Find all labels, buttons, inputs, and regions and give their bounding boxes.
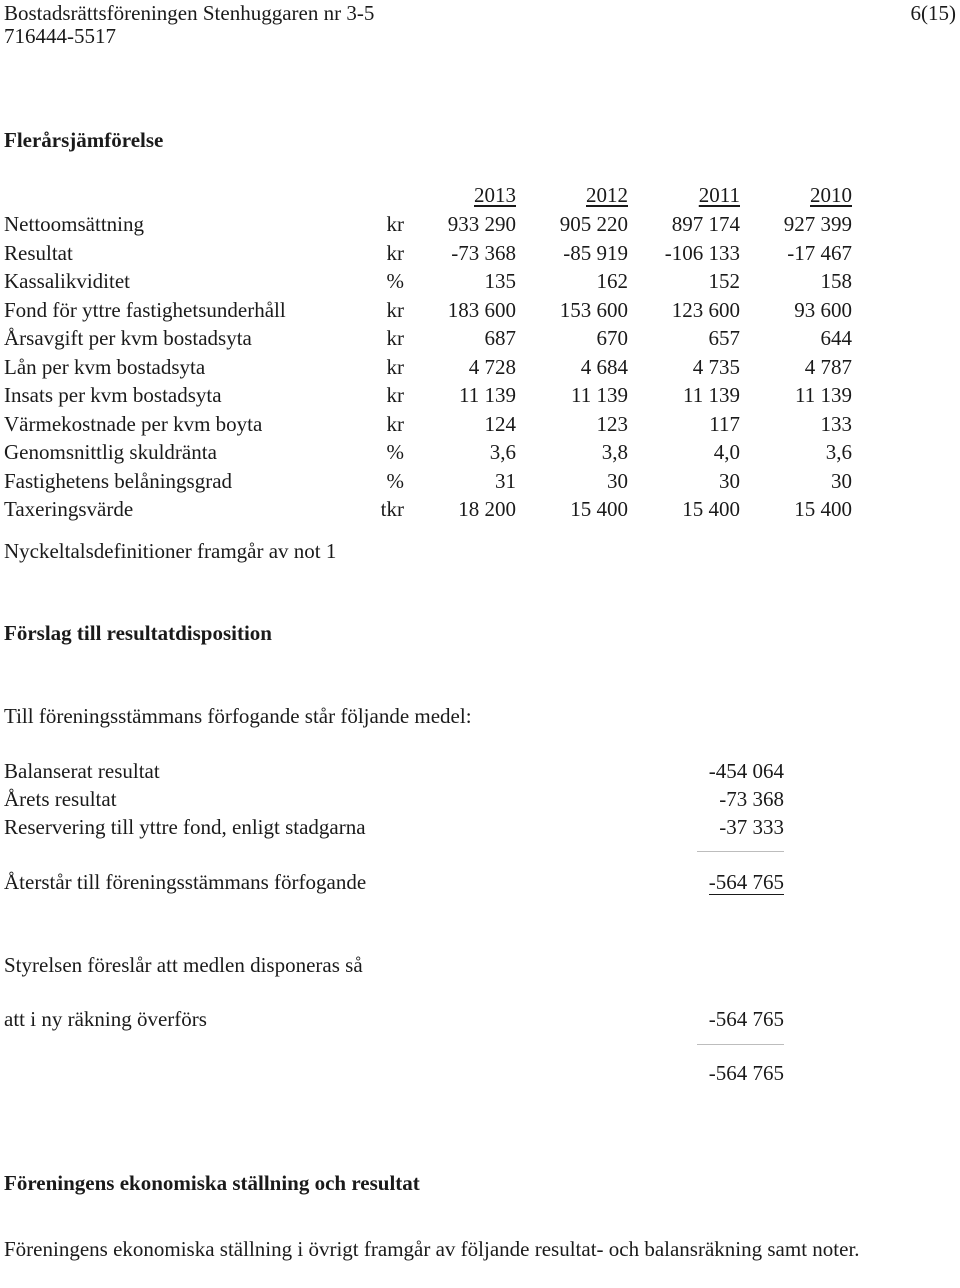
row-value: 15 400 xyxy=(794,497,852,521)
financial-position-text: Föreningens ekonomiska ställning i övrigt framgår av följande resultat- och balansräkning samt noter. xyxy=(4,1237,860,1261)
total-value: -564 765 xyxy=(708,1061,784,1085)
row-label: Lån per kvm bostadsyta xyxy=(4,354,206,379)
row-value: 11 139 xyxy=(795,383,852,407)
row-value: 687 xyxy=(484,326,516,350)
disposition-item-value: -454 064 xyxy=(708,759,784,783)
row-unit: kr xyxy=(386,297,404,322)
proposal-intro: Styrelsen föreslår att medlen disponeras så xyxy=(4,953,363,977)
row-label: Fond för yttre fastighetsunderhåll xyxy=(4,297,286,322)
table-row xyxy=(0,239,960,267)
table-row xyxy=(0,410,960,438)
disposition-item-value: -37 333 xyxy=(719,815,784,839)
row-unit: % xyxy=(386,440,404,464)
row-value: 15 400 xyxy=(570,497,628,521)
total-divider xyxy=(697,1044,784,1045)
row-unit: kr xyxy=(386,212,404,236)
row-value: 933 290 xyxy=(447,212,516,236)
table-row xyxy=(0,296,960,324)
row-label: Värmekostnade per kvm boyta xyxy=(4,411,263,436)
row-value: 897 174 xyxy=(671,212,740,236)
row-label: Taxeringsvärde xyxy=(4,497,134,521)
table-row xyxy=(0,324,960,352)
row-value: 4 684 xyxy=(580,354,628,379)
row-value: 123 600 xyxy=(671,297,740,322)
multi-year-heading: Flerårsjämförelse xyxy=(4,128,164,152)
table-row xyxy=(0,495,960,523)
row-value: 11 139 xyxy=(571,383,628,407)
row-unit: kr xyxy=(386,383,404,407)
row-value: 4 728 xyxy=(468,354,516,379)
row-value: -17 467 xyxy=(787,240,852,265)
year-header: 2010 xyxy=(810,183,852,207)
transfer-value: -564 765 xyxy=(708,1007,784,1031)
row-label: Årsavgift per kvm bostadsyta xyxy=(4,326,252,350)
row-value: 18 200 xyxy=(458,497,516,521)
row-label: Resultat xyxy=(4,240,73,265)
row-value: 3,6 xyxy=(489,440,516,464)
remaining-value-cell xyxy=(640,868,784,896)
row-value: 30 xyxy=(831,468,852,493)
organization-number: 716444-5517 xyxy=(4,24,116,48)
row-label: Nettoomsättning xyxy=(4,212,144,236)
transfer-label: att i ny räkning överförs xyxy=(4,1007,207,1031)
row-value: -106 133 xyxy=(664,240,740,265)
row-value: 11 139 xyxy=(459,383,516,407)
row-unit: kr xyxy=(386,326,404,350)
table-row xyxy=(0,438,960,466)
table-row xyxy=(0,381,960,409)
row-unit: kr xyxy=(386,411,404,436)
row-value: 670 xyxy=(596,326,628,350)
row-value: 15 400 xyxy=(682,497,740,521)
row-value: 31 xyxy=(495,468,516,493)
row-label: Genomsnittlig skuldränta xyxy=(4,440,217,464)
row-value: 4,0 xyxy=(713,440,740,464)
disposition-item-value: -73 368 xyxy=(719,787,784,811)
table-row xyxy=(0,267,960,295)
remaining-value: -564 765 xyxy=(708,870,784,894)
row-value: 133 xyxy=(820,411,852,436)
row-label: Kassalikviditet xyxy=(4,269,130,293)
row-value: 162 xyxy=(596,269,628,293)
disposition-item-label: Balanserat resultat xyxy=(4,759,160,783)
row-value: 3,8 xyxy=(601,440,628,464)
sum-divider xyxy=(697,851,784,852)
year-header: 2012 xyxy=(586,183,628,207)
row-unit: tkr xyxy=(380,497,404,521)
disposition-intro: Till föreningsstämmans förfogande står följande medel: xyxy=(4,704,472,728)
page-number: 6(15) xyxy=(910,1,956,25)
remaining-label: Återstår till föreningsstämmans förfogande xyxy=(4,870,367,894)
row-unit: % xyxy=(386,269,404,293)
row-label: Fastighetens belåningsgrad xyxy=(4,468,233,493)
table-row xyxy=(0,353,960,381)
key-ratio-footnote: Nyckeltalsdefinitioner framgår av not 1 xyxy=(4,539,337,563)
table-row xyxy=(0,467,960,495)
row-value: 11 139 xyxy=(683,383,740,407)
row-value: 124 xyxy=(484,411,516,436)
row-value: -73 368 xyxy=(451,240,516,265)
row-value: 117 xyxy=(709,411,740,436)
row-value: 3,6 xyxy=(825,440,852,464)
row-value: 4 787 xyxy=(804,354,852,379)
row-label: Insats per kvm bostadsyta xyxy=(4,383,222,407)
document-header-title: Bostadsrättsföreningen Stenhuggaren nr 3-5 xyxy=(4,1,375,25)
row-value: -85 919 xyxy=(563,240,628,265)
financial-position-heading: Föreningens ekonomiska ställning och resultat xyxy=(4,1171,420,1195)
row-value: 152 xyxy=(708,269,740,293)
row-value: 183 600 xyxy=(447,297,516,322)
disposition-item-label: Reservering till yttre fond, enligt stadgarna xyxy=(4,815,366,839)
row-unit: kr xyxy=(386,240,404,265)
row-unit: kr xyxy=(386,354,404,379)
row-value: 135 xyxy=(484,269,516,293)
row-unit: % xyxy=(386,468,404,493)
row-value: 153 600 xyxy=(559,297,628,322)
year-header: 2011 xyxy=(698,183,740,207)
disposition-item-label: Årets resultat xyxy=(4,787,117,811)
table-row xyxy=(0,210,960,238)
row-value: 30 xyxy=(719,468,740,493)
disposition-heading: Förslag till resultatdisposition xyxy=(4,621,272,645)
row-value: 93 600 xyxy=(794,297,852,322)
row-value: 123 xyxy=(596,411,628,436)
row-value: 158 xyxy=(820,269,852,293)
year-header: 2013 xyxy=(474,183,516,207)
row-value: 4 735 xyxy=(692,354,740,379)
row-value: 30 xyxy=(607,468,628,493)
row-value: 644 xyxy=(820,326,852,350)
row-value: 657 xyxy=(708,326,740,350)
row-value: 927 399 xyxy=(783,212,852,236)
row-value: 905 220 xyxy=(559,212,628,236)
